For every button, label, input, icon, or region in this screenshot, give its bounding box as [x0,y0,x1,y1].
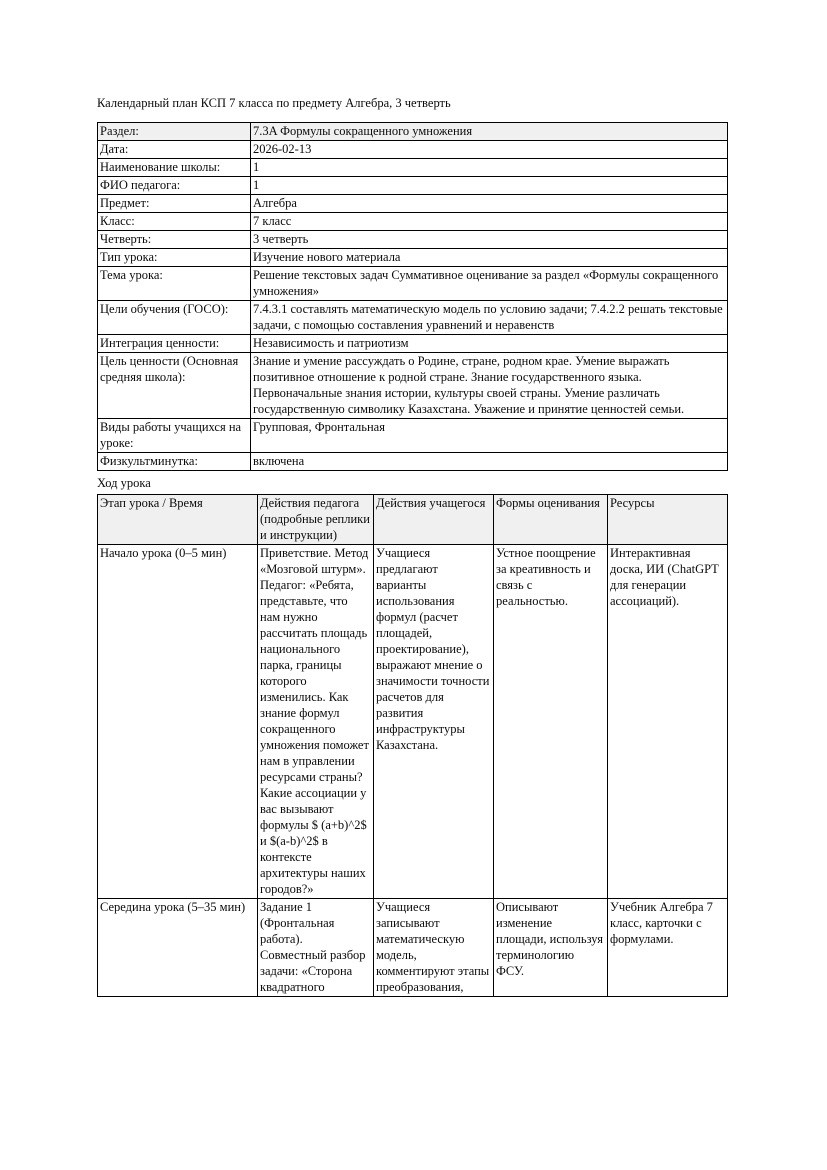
table-row [98,177,728,195]
lesson-info-table [97,122,728,471]
stage-cell: Середина урока (5–35 мин) [98,899,258,997]
resources-cell: Учебник Алгебра 7 класс, карточки с формулами. [608,899,728,997]
info-label: Цель ценности (Основная средняя школа): [98,353,251,419]
table-row [98,453,728,471]
table-row [98,267,728,301]
info-label: Предмет: [98,195,251,213]
info-value: включена [251,453,728,471]
info-value: 7.4.3.1 составлять математическую модель по условию задачи; 7.4.2.2 решать текстовые задачи, с помощью составления уравнений и неравенств [251,301,728,335]
info-label: Класс: [98,213,251,231]
table-row [98,231,728,249]
info-value: Знание и умение рассуждать о Родине, стране, родном крае. Умение выражать позитивное отношение к родной стране. Знание государственного языка. Первоначальные знания истории, культуры своей страны. Умение различать государственную символику Казахстана. Уважение и принятие ценностей семьи. [251,353,728,419]
table-row [98,159,728,177]
info-value: 3 четверть [251,231,728,249]
info-label: ФИО педагога: [98,177,251,195]
info-value: 2026-02-13 [251,141,728,159]
table-row [98,249,728,267]
section-label: Ход урока [97,476,151,490]
info-label: Тип урока: [98,249,251,267]
info-label: Дата: [98,141,251,159]
info-label: Тема урока: [98,267,251,301]
resources-cell: Интерактивная доска, ИИ (ChatGPT для генерации ассоциаций). [608,545,728,899]
assessment-cell: Устное поощрение за креативность и связь с реальностью. [494,545,608,899]
info-label: Физкультминутка: [98,453,251,471]
table-row [98,123,728,141]
table-row [98,545,728,899]
column-header-assessment: Формы оценивания [494,495,608,545]
lesson-flow-table [97,494,728,997]
info-value: Независимость и патриотизм [251,335,728,353]
info-label: Виды работы учащихся на уроке: [98,419,251,453]
page-title: Календарный план КСП 7 класса по предмету Алгебра, 3 четверть [97,96,451,110]
column-header-student-actions: Действия учащегося [374,495,494,545]
table-row [98,213,728,231]
table-row [98,353,728,419]
document-page [97,95,727,997]
info-label: Цели обучения (ГОСО): [98,301,251,335]
info-value: Алгебра [251,195,728,213]
column-header-teacher-actions: Действия педагога (подробные реплики и инструкции) [258,495,374,545]
assessment-cell: Описывают изменение площади, используя терминологию ФСУ. [494,899,608,997]
teacher-actions-cell: Задание 1 (Фронтальная работа). Совместный разбор задачи: «Сторона квадратного [258,899,374,997]
info-label: Наименование школы: [98,159,251,177]
info-value: 7.3A Формулы сокращенного умножения [251,123,728,141]
student-actions-cell: Учащиеся предлагают варианты использования формул (расчет площадей, проектирование), выражают мнение о значимости точности расчетов для развития инфраструктуры Казахстана. [374,545,494,899]
column-header-stage: Этап урока / Время [98,495,258,545]
info-value: Групповая, Фронтальная [251,419,728,453]
table-row [98,899,728,997]
info-value: Изучение нового материала [251,249,728,267]
table-row [98,419,728,453]
column-header-resources: Ресурсы [608,495,728,545]
stage-cell: Начало урока (0–5 мин) [98,545,258,899]
table-row [98,335,728,353]
info-value: Решение текстовых задач Суммативное оценивание за раздел «Формулы сокращенного умножения» [251,267,728,301]
teacher-actions-cell: Приветствие. Метод «Мозговой штурм». Педагог: «Ребята, представьте, что нам нужно рассчитать площадь национального парка, границы которого изменились. Как знание формул сокращенного умножения поможет нам в управлении ресурсами страны? Какие ассоциации у вас вызывают формулы $ (a+b)^2$ и $(a-b)^2$ в контексте архитектуры наших городов?» [258,545,374,899]
info-label: Четверть: [98,231,251,249]
info-value: 1 [251,159,728,177]
student-actions-cell: Учащиеся записывают математическую модель, комментируют этапы преобразования, [374,899,494,997]
table-row [98,301,728,335]
info-value: 1 [251,177,728,195]
table-row [98,141,728,159]
header-row [98,495,728,545]
table-row [98,195,728,213]
info-label: Раздел: [98,123,251,141]
info-label: Интеграция ценности: [98,335,251,353]
info-value: 7 класс [251,213,728,231]
